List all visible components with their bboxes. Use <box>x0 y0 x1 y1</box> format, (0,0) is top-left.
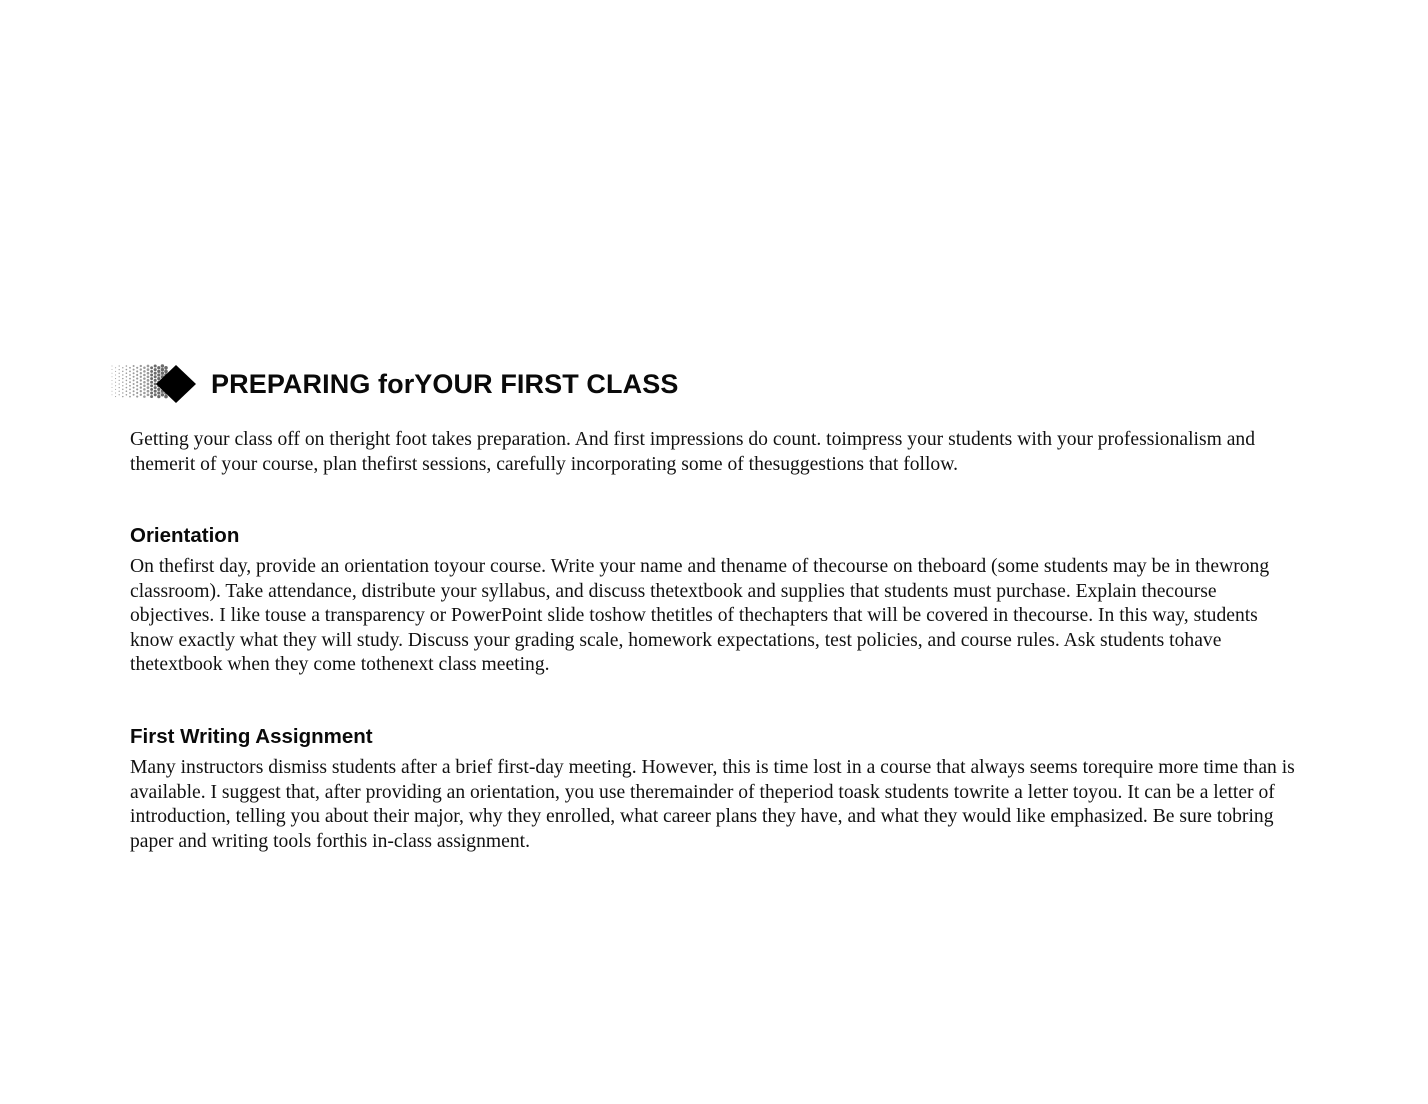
halftone-dot <box>133 372 135 374</box>
halftone-dot <box>122 385 123 386</box>
halftone-dot <box>122 378 123 379</box>
halftone-dot <box>154 372 157 375</box>
halftone-dot <box>147 368 150 371</box>
halftone-dot <box>147 386 150 389</box>
halftone-dot <box>133 365 135 367</box>
halftone-dot <box>143 370 146 373</box>
halftone-dot <box>119 376 120 377</box>
halftone-dot <box>129 396 131 398</box>
halftone-dot <box>115 367 116 368</box>
halftone-dot <box>133 390 135 392</box>
halftone-dot <box>119 383 120 384</box>
halftone-dot <box>154 364 157 367</box>
halftone-dot <box>112 394 113 395</box>
halftone-dot <box>119 380 120 381</box>
halftone-dot <box>112 387 113 388</box>
halftone-dot <box>140 386 142 388</box>
halftone-dot <box>154 368 157 371</box>
halftone-dot <box>157 388 160 391</box>
halftone-dot <box>112 380 113 381</box>
halftone-dot <box>115 392 116 393</box>
halftone-dot <box>126 372 128 374</box>
halftone-dot <box>133 379 135 381</box>
halftone-dot <box>150 384 153 387</box>
halftone-dot <box>161 364 164 367</box>
halftone-dot <box>157 373 160 376</box>
halftone-dot <box>147 365 150 368</box>
halftone-dot <box>115 374 116 375</box>
halftone-dot <box>115 396 116 397</box>
halftone-dot <box>126 376 128 378</box>
halftone-dot <box>129 385 131 387</box>
halftone-dot <box>126 387 128 389</box>
halftone-dot <box>161 371 164 374</box>
halftone-dot <box>119 365 120 366</box>
halftone-dot <box>115 389 116 390</box>
halftone-dot <box>122 371 123 372</box>
halftone-dot <box>126 365 128 367</box>
halftone-dot <box>147 393 150 396</box>
halftone-dot <box>143 367 146 370</box>
halftone-dot <box>143 388 146 391</box>
halftone-dot <box>133 376 135 378</box>
orientation-heading: Orientation <box>130 524 240 547</box>
halftone-dot <box>161 393 164 396</box>
halftone-dot <box>126 369 128 371</box>
halftone-dot <box>140 365 142 367</box>
halftone-dot <box>157 391 160 394</box>
halftone-dot <box>140 390 142 392</box>
halftone-dot <box>140 383 142 385</box>
halftone-dot <box>140 376 142 378</box>
halftone-dot <box>129 374 131 376</box>
halftone-dot <box>154 386 157 389</box>
halftone-dot <box>129 371 131 373</box>
halftone-dot <box>126 383 128 385</box>
halftone-dot <box>150 381 153 384</box>
halftone-dot <box>129 389 131 391</box>
halftone-dot <box>133 383 135 385</box>
halftone-dot <box>164 366 168 370</box>
halftone-dot <box>150 370 153 373</box>
halftone-dot <box>147 375 150 378</box>
halftone-dot <box>122 367 123 368</box>
halftone-dot <box>119 394 120 395</box>
halftone-dot <box>133 369 135 371</box>
halftone-dot <box>140 379 142 381</box>
first-writing-heading: First Writing Assignment <box>130 725 373 748</box>
halftone-dot <box>150 374 153 377</box>
halftone-dot <box>112 373 113 374</box>
halftone-dot <box>150 392 153 395</box>
halftone-dot <box>164 370 168 374</box>
halftone-dot <box>136 388 138 390</box>
halftone-dot <box>136 385 138 387</box>
halftone-dot <box>115 378 116 379</box>
halftone-dot <box>122 392 123 393</box>
halftone-dot <box>140 372 142 374</box>
halftone-dot <box>115 371 116 372</box>
halftone-dot <box>143 374 146 377</box>
halftone-dot <box>150 388 153 391</box>
halftone-dot <box>154 379 157 382</box>
section-title-row <box>110 362 678 406</box>
halftone-dot <box>150 395 153 398</box>
orientation-paragraph: On thefirst day, provide an orientation toyour course. Write your name and thename of thecourse on theboard (some students may be in thewrong classroom). Take attendance, distribute your syllabus, and discuss thetextbook and supplies that students must purchase. Explain thecourse objectives. I like touse a transparency or PowerPoint slide toshow thetitles of thechapters that will be covered in thecourse. In this way, students know exactly what they will study. Discuss your grading scale, homework expectations, test policies, and course rules. Ask students tohave thetextbook when they come tothenext class meeting. <box>130 556 1270 676</box>
halftone-dot <box>150 366 153 369</box>
halftone-dot <box>147 383 150 386</box>
halftone-dot <box>147 379 150 382</box>
halftone-dot <box>119 387 120 388</box>
halftone-dot <box>143 392 146 395</box>
halftone-dot <box>129 367 131 369</box>
halftone-dot <box>122 374 123 375</box>
halftone-dot <box>140 368 142 370</box>
halftone-dot <box>143 395 146 398</box>
halftone-dot <box>154 393 157 396</box>
halftone-dot <box>154 390 157 393</box>
halftone-dot <box>136 367 138 369</box>
halftone-dot <box>136 378 138 380</box>
halftone-dot <box>133 394 135 396</box>
halftone-diamond-icon <box>110 362 200 406</box>
halftone-dot <box>143 385 146 388</box>
halftone-dot <box>129 378 131 380</box>
halftone-dot <box>129 392 131 394</box>
halftone-dot <box>164 395 168 399</box>
section-title: PREPARING forYOUR FIRST CLASS <box>211 368 679 399</box>
halftone-dot <box>112 376 113 377</box>
halftone-dot <box>157 377 160 380</box>
halftone-dot <box>157 366 160 369</box>
halftone-dot <box>122 389 123 390</box>
halftone-dot <box>126 394 128 396</box>
halftone-dot <box>157 395 160 398</box>
halftone-dot <box>112 369 113 370</box>
halftone-dot <box>112 366 113 367</box>
halftone-dot <box>115 385 116 386</box>
halftone-dot <box>126 390 128 392</box>
halftone-dot <box>140 394 142 396</box>
first-writing-paragraph: Many instructors dismiss students after a brief first-day meeting. However, this is time lost in a course that always seems torequire more time than is available. I suggest that, after providing an orientation, you use theremainder of theperiod toask students towrite a letter toyou. It can be a letter of introduction, telling you about their major, why they enrolled, what career plans they have, and what they would like emphasized. Be sure tobring paper and writing tools forthis in-class assignment. <box>130 757 1295 852</box>
halftone-dot <box>143 381 146 384</box>
halftone-dot <box>119 373 120 374</box>
halftone-dot <box>112 384 113 385</box>
halftone-dot <box>161 368 164 371</box>
halftone-dot <box>150 377 153 380</box>
halftone-dot <box>147 372 150 375</box>
halftone-dot <box>119 369 120 370</box>
halftone-dot <box>115 382 116 383</box>
halftone-dot <box>126 380 128 382</box>
halftone-dot <box>112 391 113 392</box>
halftone-dot <box>136 370 138 372</box>
halftone-dot <box>136 392 138 394</box>
halftone-dot <box>122 381 123 382</box>
halftone-dot <box>119 391 120 392</box>
halftone-diamond-graphic <box>110 362 200 406</box>
intro-paragraph: Getting your class off on theright foot takes preparation. And first impressions do count. toimpress your students with your professionalism and themerit of your course, plan thefirst sessions, carefully incorporating some of thesuggestions that follow. <box>130 429 1256 475</box>
halftone-dot <box>143 377 146 380</box>
halftone-dot <box>147 390 150 393</box>
halftone-dot <box>136 396 138 398</box>
halftone-dot <box>122 396 123 397</box>
halftone-dot <box>157 370 160 373</box>
halftone-dot <box>136 374 138 376</box>
halftone-dot <box>154 375 157 378</box>
halftone-dot <box>129 381 131 383</box>
halftone-dot <box>136 381 138 383</box>
halftone-dot <box>133 387 135 389</box>
